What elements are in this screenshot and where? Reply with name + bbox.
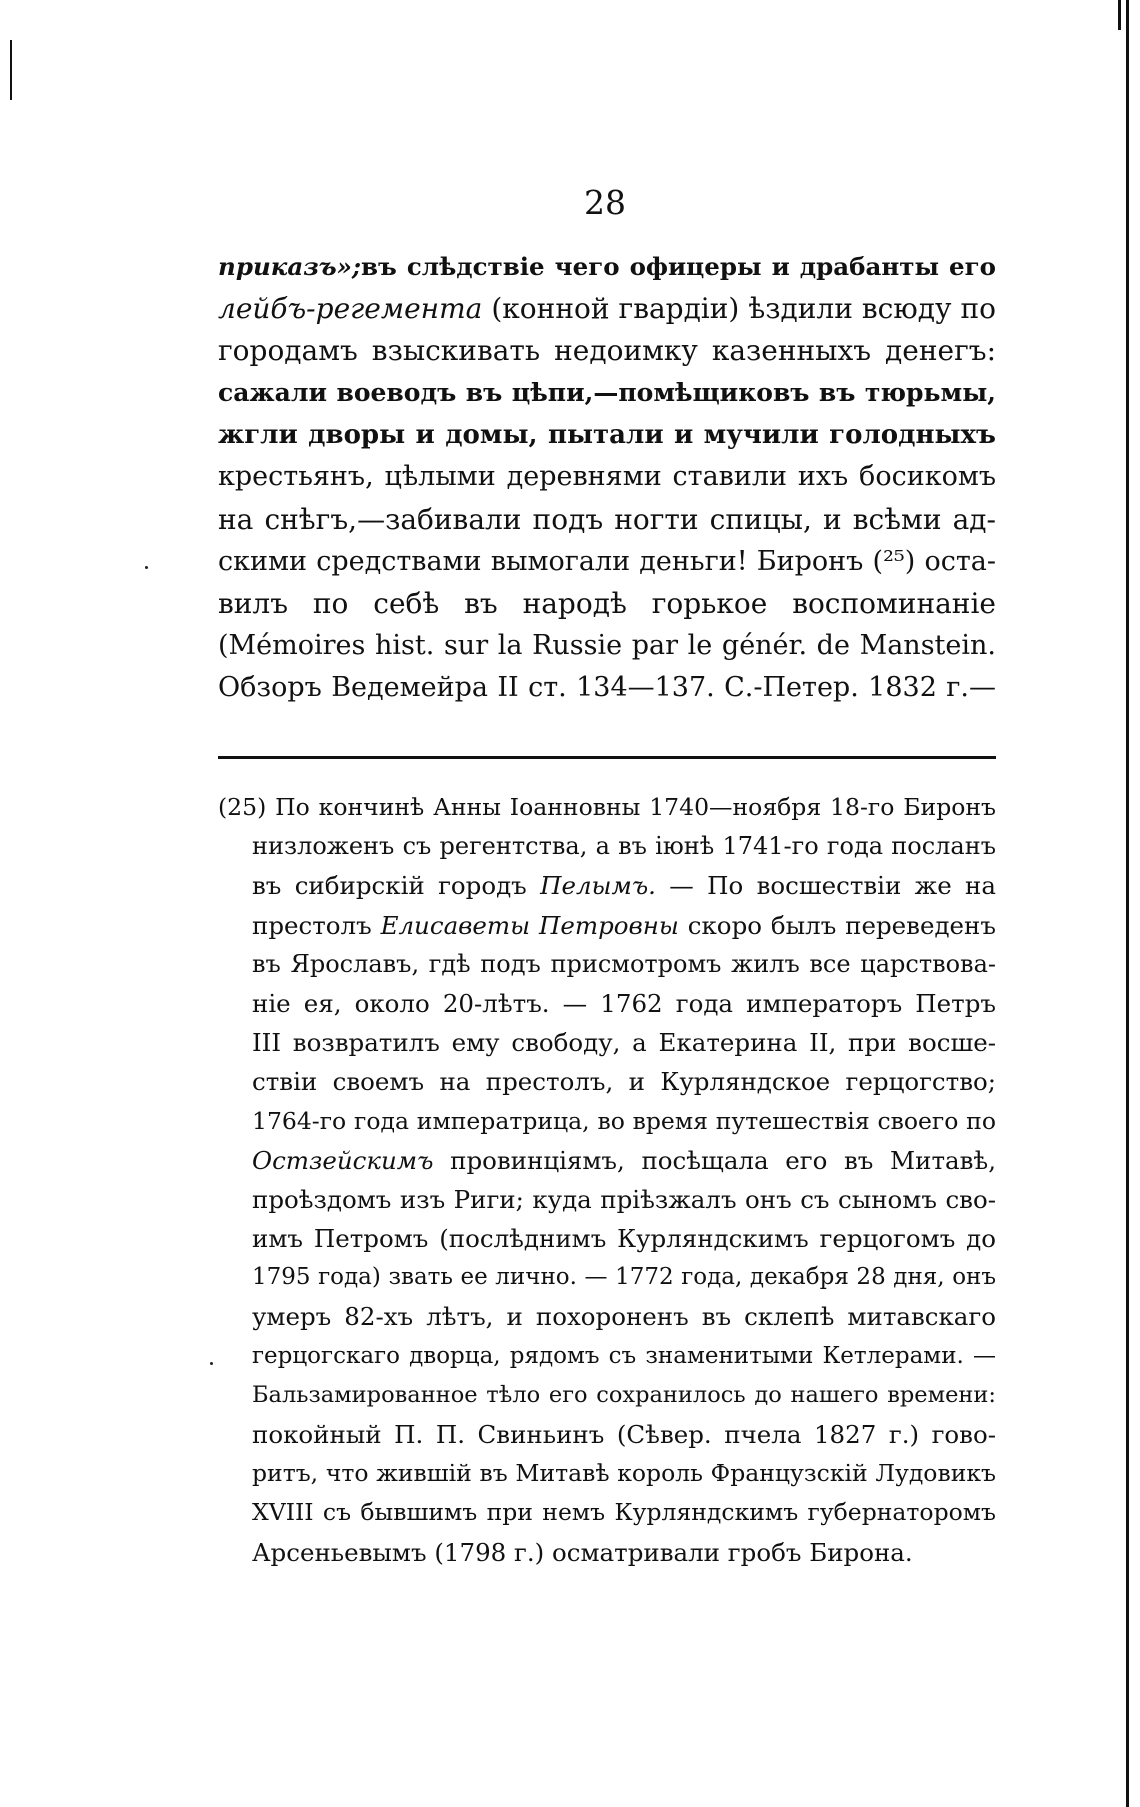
line-text: (Mémoires hist. sur la Russie par le génér. de Manstein. [218,629,996,661]
line-text: III возвратилъ ему свободу, а Екатерина II, при восше- [252,1028,996,1058]
scan-speck [145,566,148,569]
page-number: 28 [584,183,626,222]
line-text: городамъ взыскивать недоимку казенныхъ денегъ: [218,334,996,368]
line-text: на снѣгъ,—забивали подъ ногти спицы, и всѣми ад- [218,502,996,536]
footnote-line [218,866,996,905]
footnote-line [218,1023,996,1062]
main-text-line [218,625,996,667]
page-edge-line-right [1126,0,1129,1807]
italic-word: лейбъ-регемента [218,292,483,326]
footnote-line [218,1258,996,1297]
line-text: — По восшествіи же на [655,871,996,901]
footnote-line [218,1337,996,1376]
main-text-line [218,330,996,372]
line-text: ніе ея, около 20-лѣтъ. — 1762 года императоръ Петръ [252,988,996,1018]
main-text-block [218,246,996,709]
footnote-line [218,788,996,827]
footnote-line [218,1180,996,1219]
line-text: имъ Петромъ (послѣднимъ Курляндскимъ герцогомъ до [252,1224,996,1254]
scan-speck [210,1362,213,1365]
footnote-line [218,1454,996,1493]
line-text: низложенъ съ регентства, а въ іюнѣ 1741-го года посланъ [252,832,996,861]
footnote-line [218,1219,996,1258]
line-text: въ Ярославъ, гдѣ подъ присмотромъ жилъ все царствова- [252,949,996,978]
line-text: Арсеньевымъ (1798 г.) осматривали гробъ Бирона. [252,1537,913,1567]
footnote-line [218,1141,996,1180]
line-text: сажали воеводъ въ цѣпи,—помѣщиковъ въ тюрьмы, [218,378,996,408]
footnote-line [218,1062,996,1101]
line-text: скоро былъ переведенъ [678,910,996,940]
footnote-separator-rule [218,756,996,759]
line-text: герцогскаго дворца, рядомъ съ знаменитыми Кетлерами. — [252,1342,996,1369]
line-text: крестьянъ, цѣлыми деревнями ставили ихъ босикомъ [218,461,996,493]
main-text-line [218,667,996,709]
footnote-line [218,1493,996,1532]
main-text-line [218,583,996,625]
footnote-line [218,1415,996,1454]
italic-word: приказъ»; [218,252,362,281]
footnote-line [218,984,996,1023]
footnote-line [218,1297,996,1336]
main-text-line [218,499,996,541]
page-edge-line-left [10,40,12,100]
line-text: 1764-го года императрица, во время путешествія своего по [252,1106,996,1135]
italic-word: Пелымъ. [540,871,656,901]
line-text: ствіи своемъ на престолъ, и Курляндское герцогство; [252,1067,996,1097]
main-text-line [218,456,996,498]
line-text: ритъ, что жившій въ Митавѣ король Французскій Лудовикъ [252,1459,996,1488]
line-text: Бальзамированное тѣло его сохранилось до нашего времени: [252,1381,996,1408]
line-text: въ слѣдствіе чего офицеры и драбанты его [361,252,996,281]
line-text: Обзоръ Ведемейра II ст. 134—137. С.-Петер. 1832 г.— [218,671,996,703]
line-text: въ сибирскій городъ [252,871,541,901]
line-text: (конной гвардіи) ѣздили всюду по [482,292,996,326]
line-text: покойный П. П. Свиньинъ (Сѣвер. пчела 1827 г.) гово- [252,1420,996,1449]
line-text: умеръ 82-хъ лѣтъ, и похороненъ въ склепѣ митавскаго [252,1302,996,1332]
footnote-line [218,1376,996,1415]
line-text: вилъ по себѣ въ народѣ горькое воспоминаніе [218,586,996,620]
main-text-line [218,288,996,330]
main-text-line [218,246,996,288]
footnote-block [218,788,996,1572]
main-text-line [218,372,996,414]
page-edge-mark-top-right [1118,0,1121,30]
line-text: 1795 года) звать ее лично. — 1772 года, декабря 28 дня, онъ [252,1264,996,1291]
main-text-line [218,541,996,583]
italic-word: Остзейскимъ [252,1145,434,1175]
line-text: жгли дворы и домы, пытали и мучили голодныхъ [218,420,996,451]
footnote-line [218,945,996,984]
line-text: XVIII съ бывшимъ при немъ Курляндскимъ губернаторомъ [252,1498,996,1527]
footnote-line [218,827,996,866]
footnote-line [218,906,996,945]
line-text: провинціямъ, посѣщала его въ Митавѣ, [433,1145,996,1175]
main-text-line [218,414,996,456]
line-text: престолъ [252,910,381,940]
footnote-line [218,1533,996,1572]
line-text: (25) По кончинѣ Анны Іоанновны 1740—ноября 18-го Биронъ [218,793,996,821]
line-text: скими средствами вымогали деньги! Биронъ (²⁵) оста- [218,545,996,577]
footnote-line [218,1102,996,1141]
line-text: проѣздомъ изъ Риги; куда пріѣзжалъ онъ съ сыномъ сво- [252,1184,996,1214]
italic-word: Елисаветы Петровны [380,910,679,940]
